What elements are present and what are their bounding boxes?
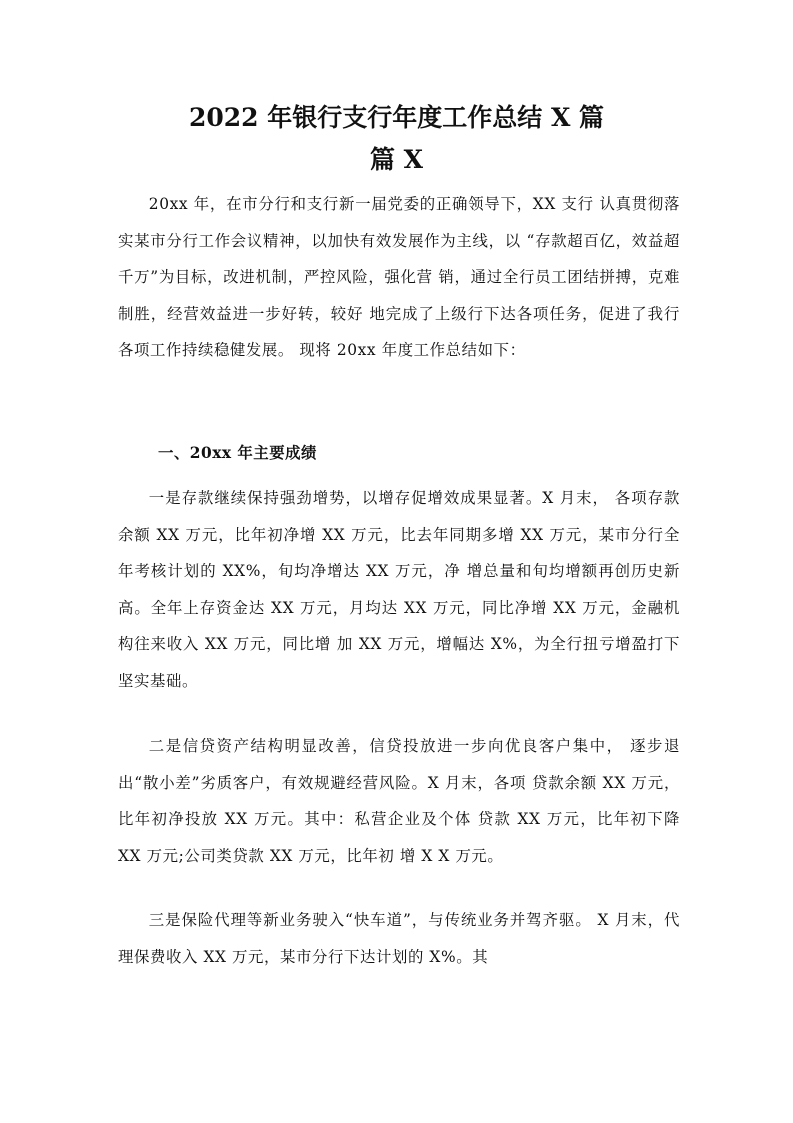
document-title: 2022 年银行支行年度工作总结 X 篇 <box>188 103 605 132</box>
intro-paragraph: 20xx 年，在市分行和支行新一届党委的正确领导下，XX 支行 认真贯彻落实某市分行工作会议精神，以加快有效发展作为主线，以 “存款超百亿，效益超千万”为目标，改进机制，严控风险，强化营 销，通过全行员工团结拼搏，克难制胜，经营效益进一步好转，较好 地完成了上级行下达各项任务，促进了我行各项工作持续稳健发展。 现将 20xx 年度工作总结如下： <box>118 195 680 359</box>
insurance-paragraph: 三是保险代理等新业务驶入“快车道”，与传统业务并驾齐驱。 X 月末，代理保费收入 XX 万元，某市分行下达计划的 X%。其 <box>118 911 680 966</box>
credit-paragraph: 二是信贷资产结构明显改善，信贷投放进一步向优良客户集中， 逐步退出“散小差”劣质客户，有效规避经营风险。X 月末，各项 贷款余额 XX 万元，比年初净投放 XX 万元。其中：私营企业及个体 贷款 XX 万元，比年初下降 XX 万元;公司类贷款 XX 万元，比年初 增 X X 万元。 <box>118 737 680 865</box>
document-subtitle: 篇 X <box>369 145 424 174</box>
section-heading-achievements: 一、20xx 年主要成绩 <box>158 444 317 462</box>
deposits-paragraph: 一是存款继续保持强劲增势，以增存促增效成果显著。X 月末， 各项存款余额 XX 万元，比年初净增 XX 万元，比去年同期多增 XX 万元，某市分行全年考核计划的 XX%，旬均净增达 XX 万元，净 增总量和旬均增额再创历史新高。全年上存资金达 XX 万元，月均达 XX 万元，同比净增 XX 万元，金融机构往来收入 XX 万元，同比增 加 XX 万元，增幅达 X%，为全行扭亏增盈打下坚实基础。 <box>118 489 680 690</box>
